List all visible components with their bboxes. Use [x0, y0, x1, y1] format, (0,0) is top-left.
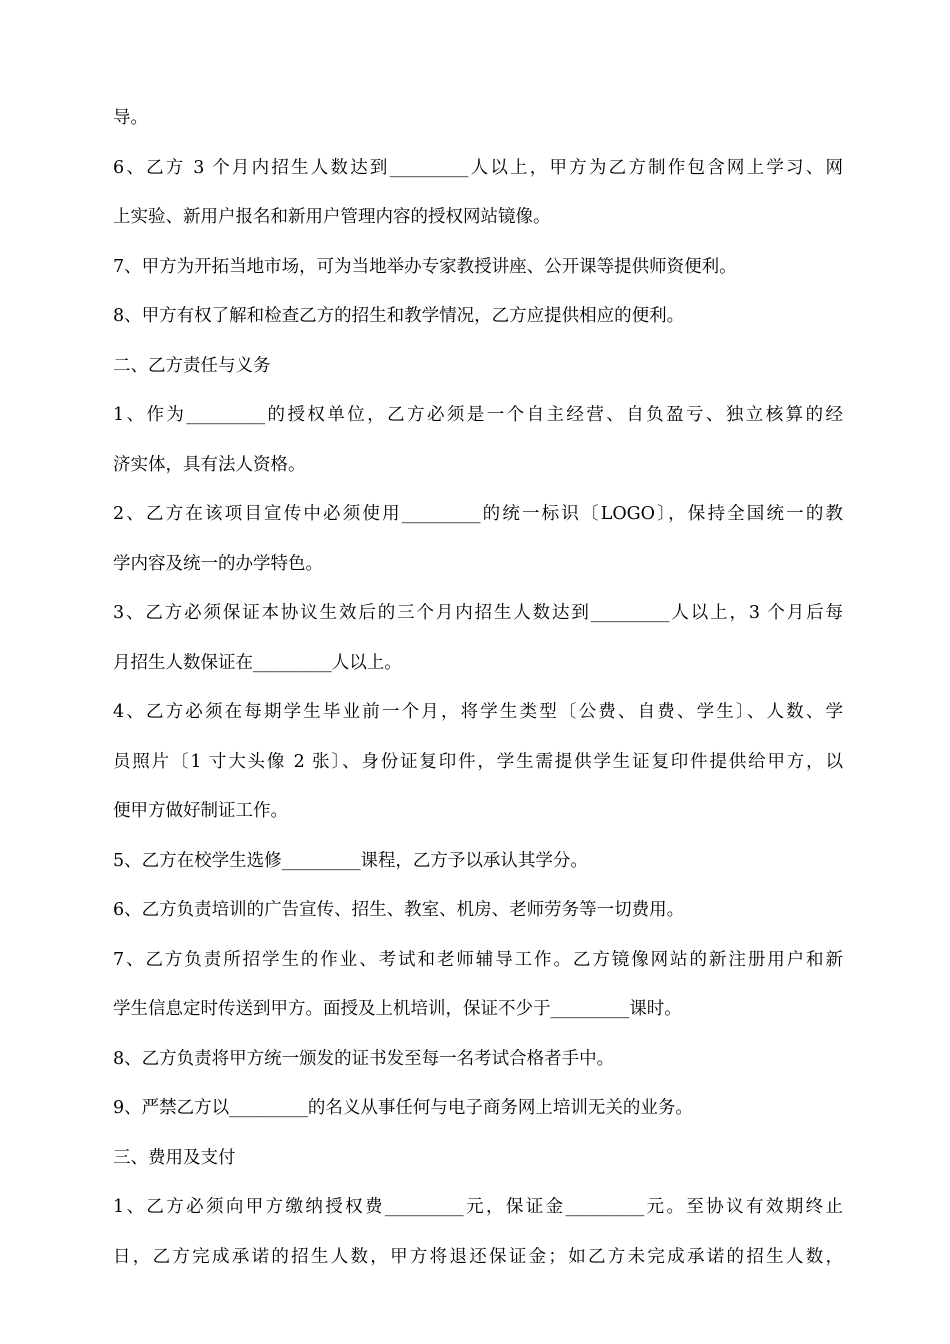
- text-line: 4、乙方必须在每期学生毕业前一个月，将学生类型〔公费、自费、学生〕、人数、学: [113, 702, 843, 722]
- section-heading: 三、费用及支付: [113, 1147, 236, 1168]
- text-line: 1、作为_________的授权单位，乙方必须是一个自主经营、自负盈亏、独立核算的经: [113, 405, 843, 425]
- text-line: 6、乙方负责培训的广告宣传、招生、教室、机房、老师劳务等一切费用。: [113, 900, 685, 920]
- text-line: 1、乙方必须向甲方缴纳授权费_________元，保证金_________元。至协议有效期终止: [113, 1197, 843, 1217]
- section-heading: 二、乙方责任与义务: [113, 355, 271, 376]
- text-line: 员照片〔1 寸大头像 2 张〕、身份证复印件，学生需提供学生证复印件提供给甲方，以: [113, 751, 843, 772]
- text-line: 7、乙方负责所招学生的作业、考试和老师辅导工作。乙方镜像网站的新注册用户和新: [113, 949, 843, 970]
- text-line: 6、乙方 3 个月内招生人数达到_________人以上，甲方为乙方制作包含网上学习、网: [113, 157, 843, 178]
- text-line: 月招生人数保证在_________人以上。: [113, 652, 402, 673]
- text-line: 7、甲方为开拓当地市场，可为当地举办专家教授讲座、公开课等提供师资便利。: [113, 256, 737, 277]
- text-line: 便甲方做好制证工作。: [113, 801, 288, 821]
- document-body: [113, 94, 843, 1282]
- text-line: 8、乙方负责将甲方统一颁发的证书发至每一名考试合格者手中。: [113, 1048, 615, 1069]
- text-line: 导。: [113, 108, 148, 128]
- text-line: 5、乙方在校学生选修_________课程，乙方予以承认其学分。: [113, 850, 588, 871]
- text-line: 学内容及统一的办学特色。: [113, 553, 323, 574]
- text-line: 3、乙方必须保证本协议生效后的三个月内招生人数达到_________人以上，3 个月后每: [113, 603, 843, 623]
- text-line: 8、甲方有权了解和检查乙方的招生和教学情况，乙方应提供相应的便利。: [113, 306, 685, 326]
- text-line: 日，乙方完成承诺的招生人数，甲方将退还保证金；如乙方未完成承诺的招生人数，: [113, 1246, 843, 1267]
- text-line: 2、乙方在该项目宣传中必须使用_________的统一标识〔LOGO〕，保持全国统一的教: [113, 504, 843, 524]
- text-line: 济实体，具有法人资格。: [113, 454, 306, 475]
- text-line: 9、严禁乙方以_________的名义从事任何与电子商务网上培训无关的业务。: [113, 1098, 693, 1118]
- text-line: 学生信息定时传送到甲方。面授及上机培训，保证不少于_________课时。: [113, 999, 682, 1019]
- text-line: 上实验、新用户报名和新用户管理内容的授权网站镜像。: [113, 207, 551, 227]
